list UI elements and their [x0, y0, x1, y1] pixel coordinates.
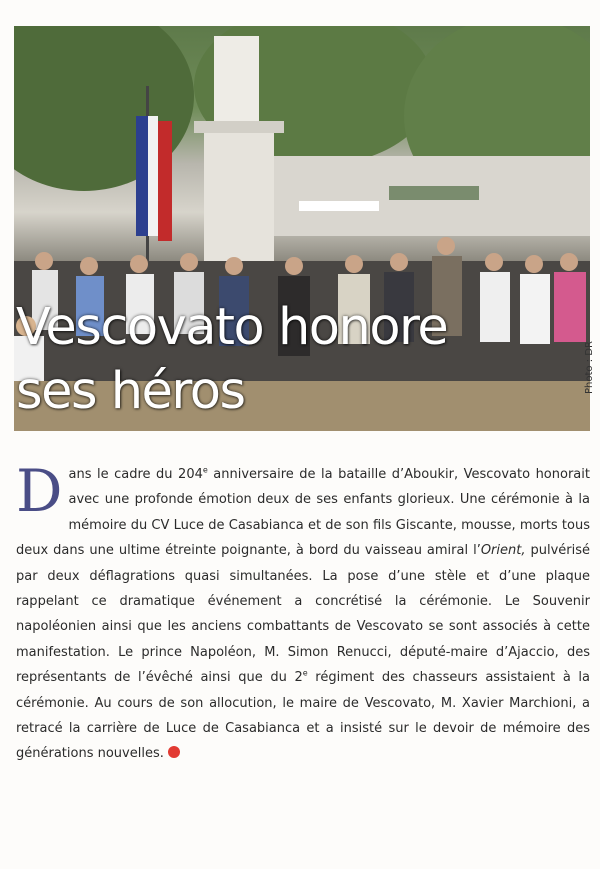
photo-credit: Photo : DR — [584, 341, 595, 394]
ship-name: Orient, — [480, 543, 526, 559]
headline-line-2: ses héros — [16, 362, 245, 421]
headline — [16, 296, 447, 424]
ordinal-superscript-2: e — [302, 668, 308, 678]
headline-line-1: Vescovato honore — [16, 298, 448, 357]
article-text-3: pulvérisé par deux déflagrations quasi simultanées. La pose d’une stèle et d’une plaque rappelant ce dramatique événement a concrétisé la cérémonie. Le Souvenir napoléonien ainsi que les anciens combattants de Vescovato se sont associés à cette manifestation. Le prince Napoléon, M. Simon Renucci, député-maire d’Ajaccio, des représentants de l’évêché ainsi que du 2 — [16, 543, 590, 686]
article-text-4: régiment des chasseurs assistaient à la cérémonie. Au cours de son allocution, le maire de Vescovato, M. Xavier Marchioni, a retracé la carrière de Luce de Casabianca et a insisté sur le devoir de mémoire des générations nouvelles. — [16, 670, 590, 762]
end-mark-icon — [168, 746, 180, 758]
article-body — [16, 457, 590, 767]
article-text-2: anniversaire de la bataille d’Aboukir, Vescovato honorait avec une profonde émotion deux de ses enfants glorieux. Une cérémonie à la mémoire du CV Luce de Casabianca et de son fils Giscante, mousse, morts tous deux dans une ultime étreinte poignante, à bord du vaisseau amiral l’ — [16, 467, 590, 559]
drop-cap: D — [16, 457, 63, 525]
article-text-1: ans le cadre du 204 — [68, 467, 203, 482]
ordinal-superscript-1: e — [202, 465, 208, 475]
